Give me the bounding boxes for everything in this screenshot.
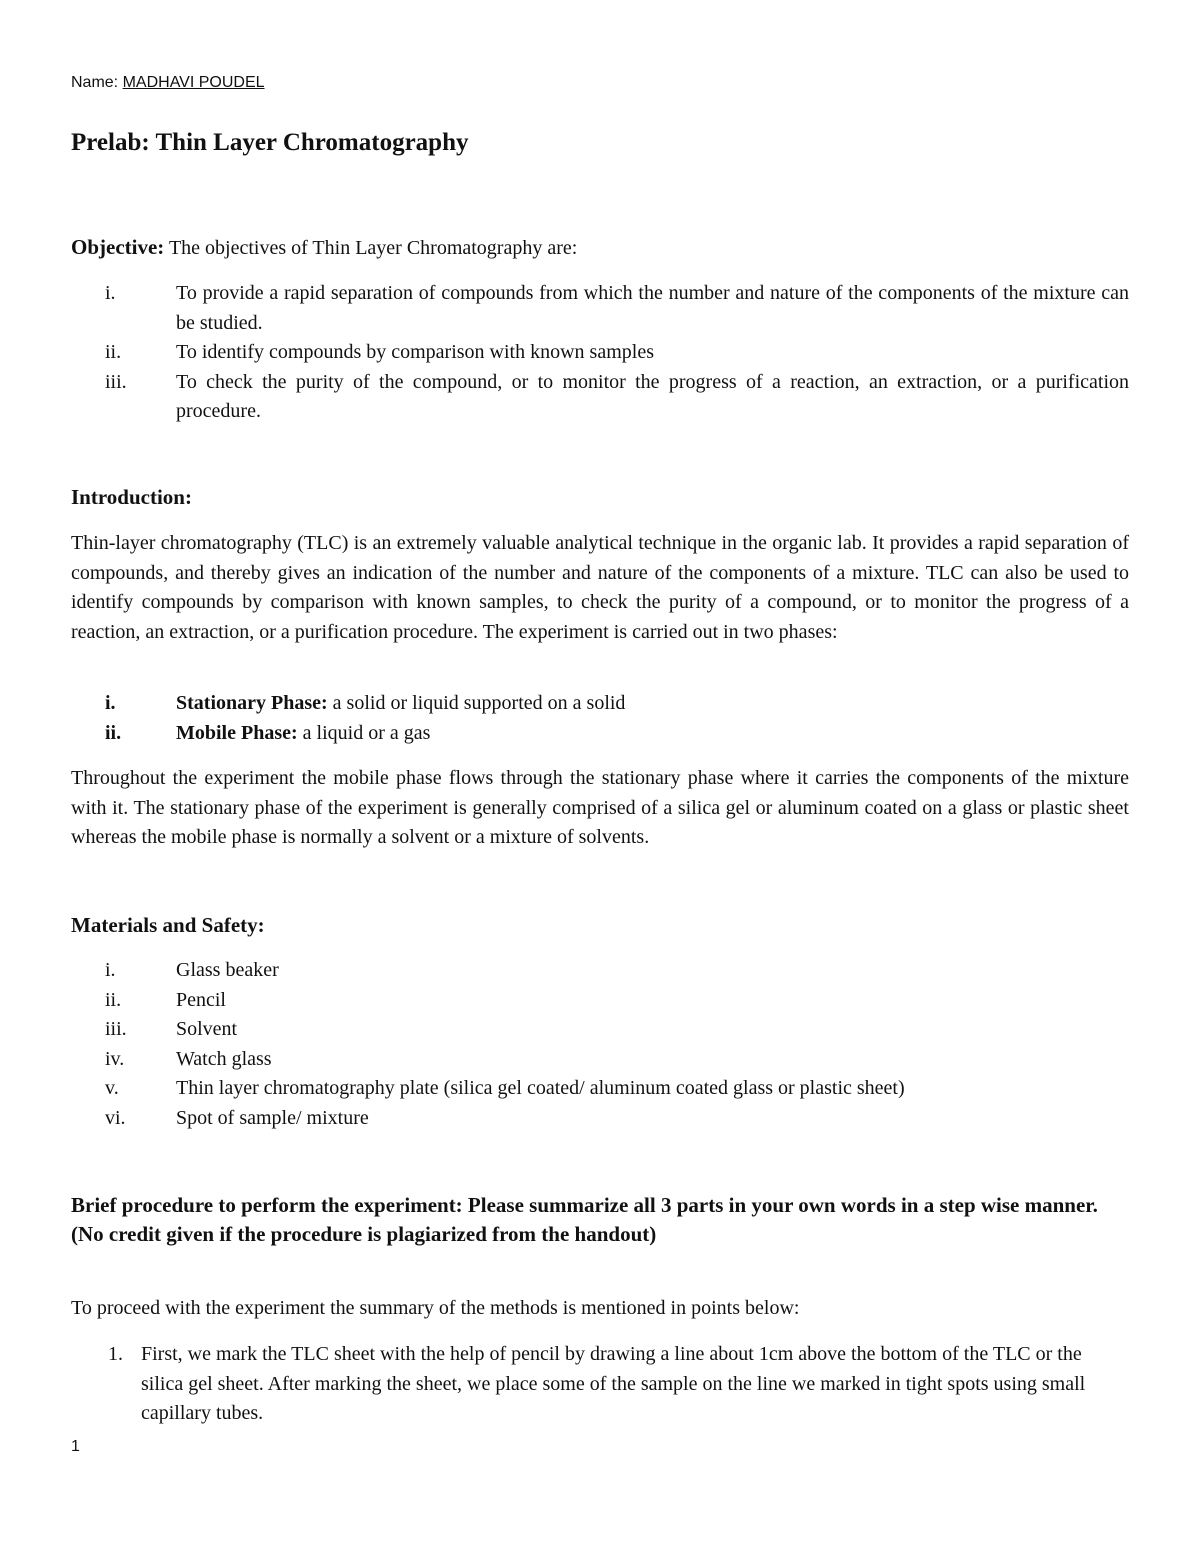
- introduction-paragraph-2: Throughout the experiment the mobile phase flows through the stationary phase where it carries the components of the mixture with it. The stationary phase of the experiment is generally comprised of a silica gel or aluminum coated on a glass or plastic sheet whereas the mobile phase is normally a solvent or a mixture of solvents.: [71, 767, 1129, 848]
- objective-label: Objective:: [71, 235, 165, 259]
- procedure-steps: [71, 1340, 1111, 1429]
- page-title: Prelab: Thin Layer Chromatography: [71, 129, 469, 156]
- list-item: [71, 1045, 1129, 1075]
- list-item-number: 1.: [108, 1343, 123, 1365]
- procedure-heading: Brief procedure to perform the experiment: Please summarize all 3 parts in your own words in a step wise manner. (No credit given if the procedure is plagiarized from the handout): [71, 1193, 1098, 1246]
- list-item-number: i.: [105, 282, 116, 304]
- list-item: [71, 338, 1129, 368]
- list-item: [71, 986, 1129, 1016]
- phases-list: [71, 689, 1129, 748]
- list-item-number: vi.: [105, 1106, 126, 1129]
- list-item: [71, 368, 1129, 427]
- introduction-paragraph-1: Thin-layer chromatography (TLC) is an extremely valuable analytical technique in the organic lab. It provides a rapid separation of compounds, and thereby gives an indication of the number and nature of the components of a mixture. TLC can also be used to identify compounds by comparison with known samples, to check the purity of a compound, or to monitor the progress of a reaction, an extraction, or a purification procedure. The experiment is carried out in two phases:: [71, 532, 1129, 643]
- list-item-text: Glass beaker: [176, 959, 279, 981]
- list-item-text: To provide a rapid separation of compounds from which the number and nature of the components of the mixture can be studied.: [176, 282, 1129, 334]
- phase-text: a solid or liquid supported on a solid: [332, 692, 626, 714]
- name-value: MADHAVI POUDEL: [122, 74, 265, 91]
- list-item: [71, 956, 1129, 986]
- list-item: [71, 1015, 1129, 1045]
- objective-list: [71, 279, 1129, 427]
- list-item-text: To identify compounds by comparison with known samples: [176, 341, 654, 363]
- list-item-number: iii.: [105, 1018, 127, 1040]
- list-item-text: Spot of sample/ mixture: [176, 1106, 369, 1129]
- list-item-number: i.: [105, 959, 116, 981]
- list-item-number: ii.: [105, 988, 122, 1011]
- objective-intro: The objectives of Thin Layer Chromatography are:: [168, 237, 578, 259]
- objective-line: [71, 233, 1129, 264]
- list-item-text: First, we mark the TLC sheet with the help of pencil by drawing a line about 1cm above the bottom of the TLC or the silica gel sheet. After marking the sheet, we place some of the sample on the line we marked in tight spots using small capillary tubes.: [141, 1343, 1086, 1424]
- materials-list: [71, 956, 1129, 1133]
- list-item-number: iv.: [105, 1047, 125, 1070]
- list-item: [71, 1104, 1129, 1134]
- list-item-text: Solvent: [176, 1018, 238, 1040]
- list-item-text: Pencil: [176, 988, 226, 1011]
- list-item-number: ii.: [105, 721, 122, 744]
- list-item-text: Thin layer chromatography plate (silica gel coated/ aluminum coated glass or plastic sheet): [176, 1077, 905, 1099]
- name-label: Name:: [71, 74, 119, 91]
- list-item-number: iii.: [105, 370, 127, 393]
- introduction-heading: Introduction:: [71, 485, 192, 509]
- phase-label: Mobile Phase:: [176, 721, 298, 744]
- list-item-text: Watch glass: [176, 1047, 272, 1070]
- list-item: [71, 719, 1129, 749]
- list-item-number: ii.: [105, 341, 122, 363]
- list-item-number: v.: [105, 1077, 119, 1099]
- list-item-number: i.: [105, 692, 116, 714]
- list-item: [71, 1074, 1129, 1104]
- list-item: [71, 279, 1129, 338]
- name-line: [71, 74, 265, 92]
- list-item-text: To check the purity of the compound, or to monitor the progress of a reaction, an extraction, or a purification procedure.: [176, 370, 1129, 422]
- procedure-intro: To proceed with the experiment the summary of the methods is mentioned in points below:: [71, 1297, 800, 1319]
- phase-text: a liquid or a gas: [302, 721, 431, 744]
- page-number: 1: [71, 1438, 80, 1455]
- materials-heading: Materials and Safety:: [71, 913, 265, 937]
- phase-label: Stationary Phase:: [176, 692, 328, 714]
- list-item: [71, 689, 1129, 719]
- list-item: [71, 1340, 1111, 1429]
